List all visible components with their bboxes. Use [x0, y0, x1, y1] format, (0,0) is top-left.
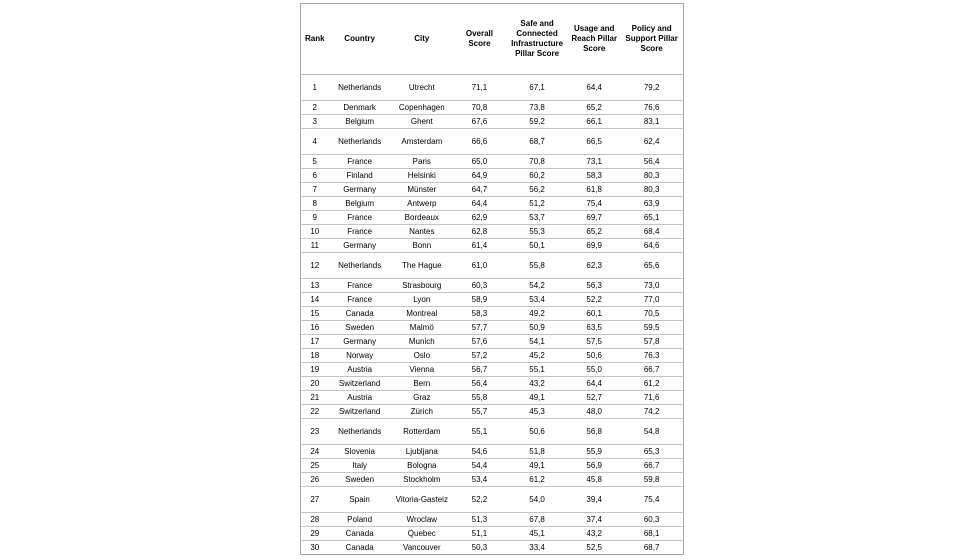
table-row	[301, 129, 684, 155]
cell-country: Poland	[329, 513, 391, 527]
cell-city: Lyon	[391, 293, 453, 307]
cell-usage-score: 60,1	[568, 307, 620, 321]
cell-city: Bordeaux	[391, 211, 453, 225]
cell-city: Bonn	[391, 239, 453, 253]
cell-city: Malmö	[391, 321, 453, 335]
cell-rank: 23	[301, 419, 329, 445]
cell-policy-score: 68,1	[620, 527, 683, 541]
cell-city: Ghent	[391, 115, 453, 129]
table-row	[301, 405, 684, 419]
cell-city: Stockholm	[391, 473, 453, 487]
column-header-rank: Rank	[301, 4, 329, 75]
table-row	[301, 239, 684, 253]
cell-usage-score: 39,4	[568, 487, 620, 513]
cell-country: Belgium	[329, 115, 391, 129]
cell-country: Spain	[329, 487, 391, 513]
cell-usage-score: 50,6	[568, 349, 620, 363]
cell-city: Munich	[391, 335, 453, 349]
cell-usage-score: 62,3	[568, 253, 620, 279]
cell-safe-score: 51,8	[506, 445, 568, 459]
cell-policy-score: 64,6	[620, 239, 683, 253]
cell-policy-score: 74,2	[620, 405, 683, 419]
cell-country: France	[329, 279, 391, 293]
cell-overall-score: 57,2	[453, 349, 506, 363]
cell-country: Canada	[329, 541, 391, 555]
cell-safe-score: 45,2	[506, 349, 568, 363]
cell-overall-score: 61,0	[453, 253, 506, 279]
cell-safe-score: 68,7	[506, 129, 568, 155]
cell-rank: 17	[301, 335, 329, 349]
cell-country: Germany	[329, 239, 391, 253]
cell-safe-score: 59,2	[506, 115, 568, 129]
cell-safe-score: 49,1	[506, 459, 568, 473]
cell-country: Slovenia	[329, 445, 391, 459]
cell-safe-score: 50,6	[506, 419, 568, 445]
table-row	[301, 473, 684, 487]
cell-usage-score: 64,4	[568, 75, 620, 101]
cell-safe-score: 53,4	[506, 293, 568, 307]
cell-overall-score: 56,4	[453, 377, 506, 391]
table-header-row	[301, 4, 684, 75]
table-row	[301, 487, 684, 513]
cell-policy-score: 54,8	[620, 419, 683, 445]
cell-usage-score: 55,0	[568, 363, 620, 377]
column-header-usage-reach-pillar-score: Usage and Reach Pillar Score	[568, 4, 620, 75]
cell-policy-score: 80,3	[620, 183, 683, 197]
cell-country: Germany	[329, 335, 391, 349]
cell-usage-score: 65,2	[568, 225, 620, 239]
cell-policy-score: 65,1	[620, 211, 683, 225]
cell-city: Montreal	[391, 307, 453, 321]
cell-safe-score: 55,8	[506, 253, 568, 279]
table-row	[301, 541, 684, 555]
cell-usage-score: 48,0	[568, 405, 620, 419]
cell-usage-score: 66,5	[568, 129, 620, 155]
cell-city: Helsinki	[391, 169, 453, 183]
cell-overall-score: 62,9	[453, 211, 506, 225]
cell-usage-score: 73,1	[568, 155, 620, 169]
cell-policy-score: 68,4	[620, 225, 683, 239]
column-header-safe-connected-infrastructure-pillar-score: Safe and Connected Infrastructure Pillar Score	[506, 4, 568, 75]
table-row	[301, 419, 684, 445]
table-row	[301, 307, 684, 321]
cell-city: Vienna	[391, 363, 453, 377]
cell-city: Paris	[391, 155, 453, 169]
cell-policy-score: 76,6	[620, 101, 683, 115]
cell-safe-score: 33,4	[506, 541, 568, 555]
table-row	[301, 183, 684, 197]
cell-policy-score: 70,5	[620, 307, 683, 321]
cell-rank: 10	[301, 225, 329, 239]
cell-country: Italy	[329, 459, 391, 473]
cell-rank: 27	[301, 487, 329, 513]
cell-country: France	[329, 225, 391, 239]
table-row	[301, 155, 684, 169]
cell-policy-score: 66,7	[620, 459, 683, 473]
cell-usage-score: 52,7	[568, 391, 620, 405]
cell-country: Germany	[329, 183, 391, 197]
cell-overall-score: 64,4	[453, 197, 506, 211]
cell-policy-score: 68,7	[620, 541, 683, 555]
table-row	[301, 527, 684, 541]
cell-policy-score: 71,6	[620, 391, 683, 405]
cell-overall-score: 51,3	[453, 513, 506, 527]
table-row	[301, 115, 684, 129]
cell-safe-score: 43,2	[506, 377, 568, 391]
cell-overall-score: 61,4	[453, 239, 506, 253]
cell-rank: 25	[301, 459, 329, 473]
table-row	[301, 377, 684, 391]
table-row	[301, 279, 684, 293]
cell-overall-score: 64,9	[453, 169, 506, 183]
cell-rank: 1	[301, 75, 329, 101]
cell-overall-score: 54,6	[453, 445, 506, 459]
table-row	[301, 101, 684, 115]
cell-rank: 3	[301, 115, 329, 129]
cell-safe-score: 45,3	[506, 405, 568, 419]
cell-country: Netherlands	[329, 253, 391, 279]
cell-country: France	[329, 293, 391, 307]
cell-rank: 30	[301, 541, 329, 555]
cell-city: Zürich	[391, 405, 453, 419]
cell-city: Münster	[391, 183, 453, 197]
cell-country: Switzerland	[329, 377, 391, 391]
cell-city: Ljubljana	[391, 445, 453, 459]
cell-policy-score: 63,9	[620, 197, 683, 211]
table-row	[301, 293, 684, 307]
cell-country: Canada	[329, 527, 391, 541]
cell-rank: 15	[301, 307, 329, 321]
cell-policy-score: 75,4	[620, 487, 683, 513]
ranking-table-container	[300, 3, 684, 555]
cell-usage-score: 61,8	[568, 183, 620, 197]
cell-overall-score: 55,1	[453, 419, 506, 445]
column-header-country: Country	[329, 4, 391, 75]
cell-safe-score: 55,3	[506, 225, 568, 239]
cell-usage-score: 75,4	[568, 197, 620, 211]
cell-policy-score: 57,8	[620, 335, 683, 349]
cell-overall-score: 57,7	[453, 321, 506, 335]
cell-overall-score: 65,0	[453, 155, 506, 169]
table-row	[301, 321, 684, 335]
cell-country: Austria	[329, 363, 391, 377]
table-row	[301, 363, 684, 377]
cell-overall-score: 58,3	[453, 307, 506, 321]
cell-usage-score: 37,4	[568, 513, 620, 527]
cell-rank: 24	[301, 445, 329, 459]
cell-country: Norway	[329, 349, 391, 363]
table-row	[301, 169, 684, 183]
cell-country: France	[329, 155, 391, 169]
cell-safe-score: 49,1	[506, 391, 568, 405]
cell-rank: 22	[301, 405, 329, 419]
cell-overall-score: 56,7	[453, 363, 506, 377]
cell-safe-score: 55,1	[506, 363, 568, 377]
cell-safe-score: 70,8	[506, 155, 568, 169]
cell-policy-score: 80,3	[620, 169, 683, 183]
cell-rank: 13	[301, 279, 329, 293]
cell-rank: 20	[301, 377, 329, 391]
cell-safe-score: 60,2	[506, 169, 568, 183]
cell-policy-score: 59,5	[620, 321, 683, 335]
cell-usage-score: 57,5	[568, 335, 620, 349]
cell-usage-score: 64,4	[568, 377, 620, 391]
cell-policy-score: 76,3	[620, 349, 683, 363]
cell-country: Netherlands	[329, 75, 391, 101]
cell-safe-score: 73,8	[506, 101, 568, 115]
cell-safe-score: 67,1	[506, 75, 568, 101]
cell-overall-score: 51,1	[453, 527, 506, 541]
cell-safe-score: 61,2	[506, 473, 568, 487]
cell-rank: 16	[301, 321, 329, 335]
cell-usage-score: 56,9	[568, 459, 620, 473]
cell-rank: 5	[301, 155, 329, 169]
table-row	[301, 445, 684, 459]
cell-overall-score: 50,3	[453, 541, 506, 555]
cell-policy-score: 65,6	[620, 253, 683, 279]
cell-safe-score: 67,8	[506, 513, 568, 527]
cell-overall-score: 55,7	[453, 405, 506, 419]
table-row	[301, 197, 684, 211]
cell-safe-score: 45,1	[506, 527, 568, 541]
cell-city: Vancouver	[391, 541, 453, 555]
cell-rank: 2	[301, 101, 329, 115]
cell-usage-score: 63,5	[568, 321, 620, 335]
cell-policy-score: 73,0	[620, 279, 683, 293]
cell-overall-score: 66,6	[453, 129, 506, 155]
table-header	[301, 4, 684, 75]
cell-rank: 7	[301, 183, 329, 197]
cell-overall-score: 58,9	[453, 293, 506, 307]
cell-rank: 26	[301, 473, 329, 487]
table-body	[301, 75, 684, 555]
cell-rank: 14	[301, 293, 329, 307]
cell-country: Denmark	[329, 101, 391, 115]
cell-usage-score: 52,2	[568, 293, 620, 307]
cell-city: Amsterdam	[391, 129, 453, 155]
cell-overall-score: 60,3	[453, 279, 506, 293]
cell-policy-score: 79,2	[620, 75, 683, 101]
table-row	[301, 211, 684, 225]
cell-policy-score: 56,4	[620, 155, 683, 169]
cell-country: Sweden	[329, 321, 391, 335]
cell-usage-score: 55,9	[568, 445, 620, 459]
cell-overall-score: 70,8	[453, 101, 506, 115]
table-row	[301, 391, 684, 405]
table-row	[301, 225, 684, 239]
cell-safe-score: 54,0	[506, 487, 568, 513]
cell-policy-score: 62,4	[620, 129, 683, 155]
cell-overall-score: 62,8	[453, 225, 506, 239]
cell-city: Rotterdam	[391, 419, 453, 445]
cell-rank: 29	[301, 527, 329, 541]
cell-city: Vitoria-Gasteiz	[391, 487, 453, 513]
cell-rank: 21	[301, 391, 329, 405]
cell-city: Bern	[391, 377, 453, 391]
cell-country: Sweden	[329, 473, 391, 487]
cell-usage-score: 43,2	[568, 527, 620, 541]
cell-overall-score: 53,4	[453, 473, 506, 487]
column-header-policy-support-pillar-score: Policy and Support Pillar Score	[620, 4, 683, 75]
cell-policy-score: 77,0	[620, 293, 683, 307]
cell-safe-score: 49,2	[506, 307, 568, 321]
cell-city: Bologna	[391, 459, 453, 473]
cell-safe-score: 50,1	[506, 239, 568, 253]
column-header-overall-score: Overall Score	[453, 4, 506, 75]
cell-safe-score: 51,2	[506, 197, 568, 211]
cell-rank: 12	[301, 253, 329, 279]
cell-safe-score: 56,2	[506, 183, 568, 197]
cell-overall-score: 57,6	[453, 335, 506, 349]
cell-country: Canada	[329, 307, 391, 321]
cell-country: Netherlands	[329, 129, 391, 155]
cell-city: Utrecht	[391, 75, 453, 101]
table-row	[301, 459, 684, 473]
cell-policy-score: 66,7	[620, 363, 683, 377]
cell-rank: 6	[301, 169, 329, 183]
cell-overall-score: 67,6	[453, 115, 506, 129]
cell-rank: 19	[301, 363, 329, 377]
cell-country: France	[329, 211, 391, 225]
cell-city: Strasbourg	[391, 279, 453, 293]
cell-city: Quebec	[391, 527, 453, 541]
cell-overall-score: 55,8	[453, 391, 506, 405]
cell-overall-score: 64,7	[453, 183, 506, 197]
cell-overall-score: 71,1	[453, 75, 506, 101]
table-row	[301, 253, 684, 279]
table-row	[301, 513, 684, 527]
cell-usage-score: 69,9	[568, 239, 620, 253]
cell-safe-score: 53,7	[506, 211, 568, 225]
cell-city: Graz	[391, 391, 453, 405]
cell-country: Austria	[329, 391, 391, 405]
cell-country: Finland	[329, 169, 391, 183]
cell-usage-score: 56,3	[568, 279, 620, 293]
cell-rank: 8	[301, 197, 329, 211]
cell-usage-score: 65,2	[568, 101, 620, 115]
cell-policy-score: 83,1	[620, 115, 683, 129]
cell-overall-score: 52,2	[453, 487, 506, 513]
cell-rank: 11	[301, 239, 329, 253]
cell-overall-score: 54,4	[453, 459, 506, 473]
cell-rank: 18	[301, 349, 329, 363]
cell-city: Antwerp	[391, 197, 453, 211]
cell-policy-score: 60,3	[620, 513, 683, 527]
cell-policy-score: 61,2	[620, 377, 683, 391]
cell-rank: 9	[301, 211, 329, 225]
cell-policy-score: 65,3	[620, 445, 683, 459]
table-row	[301, 335, 684, 349]
table-row	[301, 75, 684, 101]
cell-safe-score: 54,1	[506, 335, 568, 349]
cycling-cities-ranking-table	[300, 3, 684, 555]
cell-usage-score: 52,5	[568, 541, 620, 555]
cell-usage-score: 69,7	[568, 211, 620, 225]
table-row	[301, 349, 684, 363]
cell-country: Netherlands	[329, 419, 391, 445]
cell-usage-score: 58,3	[568, 169, 620, 183]
cell-usage-score: 66,1	[568, 115, 620, 129]
column-header-city: City	[391, 4, 453, 75]
cell-usage-score: 45,8	[568, 473, 620, 487]
cell-rank: 4	[301, 129, 329, 155]
cell-safe-score: 54,2	[506, 279, 568, 293]
cell-country: Switzerland	[329, 405, 391, 419]
cell-city: Oslo	[391, 349, 453, 363]
cell-country: Belgium	[329, 197, 391, 211]
cell-usage-score: 56,8	[568, 419, 620, 445]
cell-city: The Hague	[391, 253, 453, 279]
cell-city: Copenhagen	[391, 101, 453, 115]
cell-city: Nantes	[391, 225, 453, 239]
cell-rank: 28	[301, 513, 329, 527]
cell-safe-score: 50,9	[506, 321, 568, 335]
cell-city: Wroclaw	[391, 513, 453, 527]
cell-policy-score: 59,8	[620, 473, 683, 487]
